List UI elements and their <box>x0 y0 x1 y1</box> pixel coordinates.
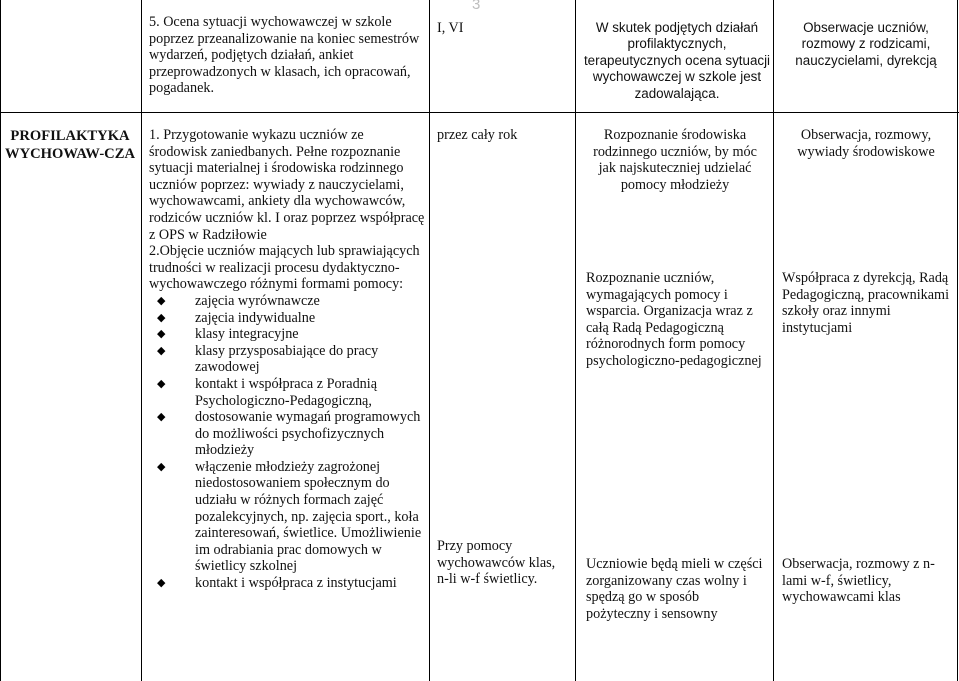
row2-effect-c: Uczniowie będą mieli w części zorganizowany czas wolny i spędzą go w sposób pożyteczny i sensowny <box>586 556 763 622</box>
table-border-right <box>957 0 958 681</box>
row1-evaluation-cell: Obserwacje uczniów, rozmowy z rodzicami, nauczycielami, dyrekcją <box>795 20 937 68</box>
section-title: PROFILAKTYKA WYCHOWAW-CZA <box>5 128 135 162</box>
task-item-1: 1. Przygotowanie wykazu uczniów ze środowisk zaniedbanych. Pełne rozpoznanie sytuacji materialnej i środowiska rodzinnego uczniów poprzez: wywiady z nauczycielami, wychowawcami, ankiety dla wychowawców, rodziców uczniów kl. I oraz poprzez współpracę z OPS w Radziłowie <box>149 127 425 243</box>
list-item: ◆ włączenie młodzieży zagrożonej niedostosowaniem społecznym do udziału w różnych formach zajęć pozalekcyjnych, np. zajęcia sport., koła zainteresowań, świetlice. Umożliwienie im odrabiania prac domowych w świetlicy szkolnej <box>149 459 425 575</box>
support-forms-list <box>149 293 425 592</box>
list-item: ◆ zajęcia indywidualne <box>149 310 425 327</box>
task-item-2-intro: 2.Objęcie uczniów mających lub sprawiających trudności w realizacji procesu dydaktyczno-wychowawczego różnymi formami pomocy: <box>149 243 420 293</box>
list-item: ◆ zajęcia wyrównawcze <box>149 293 425 310</box>
column-divider-4 <box>773 0 774 681</box>
row2-term-b: Przy pomocy wychowawców klas, n-li w-f świetlicy. <box>437 538 556 588</box>
row1-task-cell: 5. Ocena sytuacji wychowawczej w szkole poprzez przeanalizowanie na koniec semestrów wydarzeń, podjętych działań, ankiet przeprowadzonych w klasach, ich opracowań, pogadanek. <box>149 14 420 97</box>
list-item: ◆ dostosowanie wymagań programowych do możliwości psychofizycznych młodzieży <box>149 409 425 459</box>
row1-effect-cell: W skutek podjętych działań profilaktycznych, terapeutycznych ocena sytuacji wychowawczej w szkole jest zadowalająca. <box>583 20 771 101</box>
column-divider-3 <box>575 0 576 681</box>
row-divider <box>0 112 959 113</box>
list-item: ◆ kontakt i współpraca z instytucjami <box>149 575 425 592</box>
row1-term-cell: I, VI <box>437 20 464 36</box>
row2-evaluation-b: Współpraca z dyrekcją, Radą Pedagogiczną, pracownikami szkoły oraz innymi instytucjami <box>782 270 950 336</box>
row2-term-a: przez cały rok <box>437 127 518 143</box>
list-item: ◆ klasy integracyjne <box>149 326 425 343</box>
row2-evaluation-a: Obserwacja, rozmowy, wywiady środowiskowe <box>797 127 935 160</box>
row2-evaluation-c: Obserwacja, rozmowy z n-lami w-f, świetlicy, wychowawcami klas <box>782 556 935 606</box>
row2-effect-a: Rozpoznanie środowiska rodzinnego uczniów, by móc jak najskuteczniej udzielać pomocy młodzieży <box>593 127 757 193</box>
list-item: ◆ kontakt i współpraca z Poradnią Psychologiczno-Pedagogiczną, <box>149 376 425 409</box>
page-number: 3 <box>472 0 481 13</box>
column-divider-1 <box>141 0 142 681</box>
column-divider-2 <box>429 0 430 681</box>
row2-effect-b: Rozpoznanie uczniów, wymagających pomocy i wsparcia. Organizacja wraz z całą Radą Pedagogiczną różnorodnych form pomocy psychologiczno-pedagogicznej <box>586 270 762 369</box>
row2-task-cell <box>149 127 425 592</box>
list-item: ◆ klasy przysposabiające do pracy zawodowej <box>149 343 425 376</box>
table-border-left <box>0 0 1 681</box>
